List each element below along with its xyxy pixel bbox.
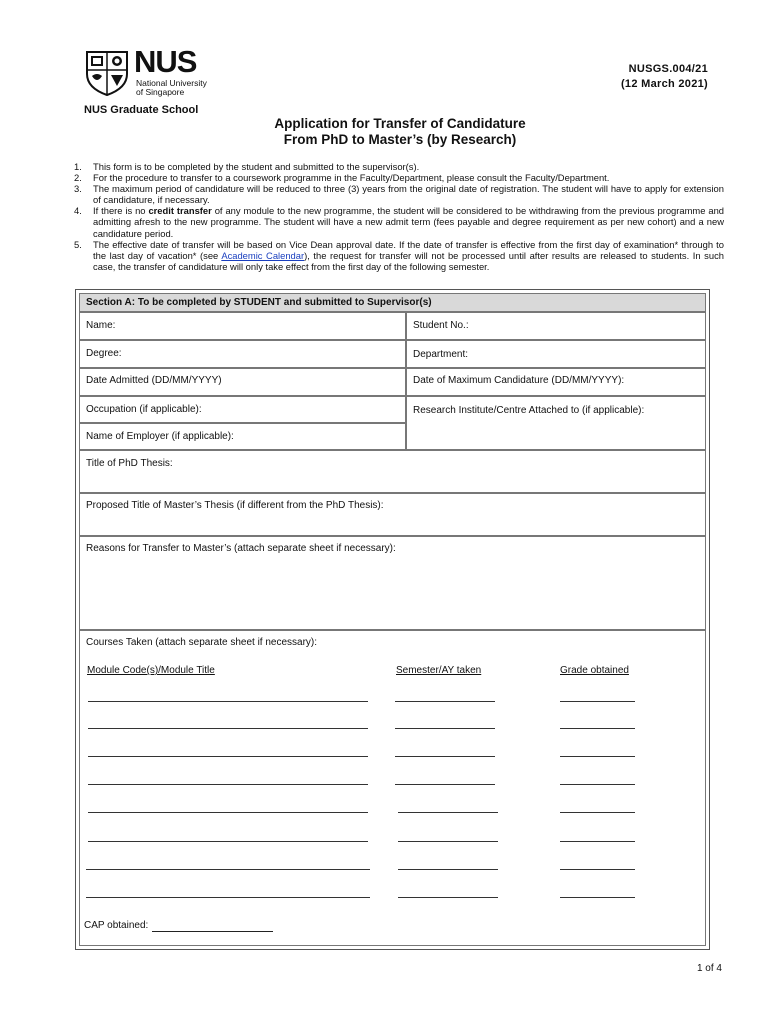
logo-subtitle: National University of Singapore	[136, 78, 207, 97]
module-line[interactable]	[88, 756, 368, 757]
page-number: 1 of 4	[696, 963, 722, 974]
instruction-item: 3. The maximum period of candidature will be reduced to three (3) years from the original date of registration. The student will have to apply for extension of candidature, if necessary.	[74, 183, 724, 206]
semester-line[interactable]	[395, 728, 495, 729]
employer-field[interactable]: Name of Employer (if applicable):	[79, 423, 406, 450]
grade-line[interactable]	[560, 897, 635, 898]
semester-line[interactable]	[395, 701, 495, 702]
doc-date: (12 March 2021)	[620, 78, 708, 90]
module-line[interactable]	[88, 701, 368, 702]
grade-line[interactable]	[560, 701, 635, 702]
semester-line[interactable]	[398, 897, 498, 898]
student-no-field[interactable]: Student No.:	[406, 312, 706, 340]
semester-line[interactable]	[395, 784, 495, 785]
semester-line[interactable]	[398, 869, 498, 870]
phd-thesis-title-field[interactable]: Title of PhD Thesis:	[79, 450, 706, 493]
grade-line[interactable]	[560, 841, 635, 842]
occupation-field[interactable]: Occupation (if applicable):	[79, 396, 406, 423]
module-line[interactable]	[88, 812, 368, 813]
instruction-item: 5. The effective date of transfer will be based on Vice Dean approval date. If the date of transfer is effective from the first day of examination* through to the last day of vacation* (see Academic Calendar), the request for transfer will not be processed until after results are released to students. In such case, the transfer of candidature will only take effect from the first day of the following semester.	[74, 238, 724, 272]
name-field[interactable]: Name:	[79, 312, 406, 340]
date-admitted-field[interactable]: Date Admitted (DD/MM/YYYY)	[79, 368, 406, 396]
module-line[interactable]	[86, 897, 370, 898]
nus-logo	[84, 44, 224, 108]
module-line[interactable]	[88, 841, 368, 842]
section-a-heading: Section A: To be completed by STUDENT and submitted to Supervisor(s)	[79, 293, 706, 312]
grade-line[interactable]	[560, 728, 635, 729]
module-line[interactable]	[88, 784, 368, 785]
academic-calendar-link[interactable]: Academic Calendar	[221, 249, 305, 261]
module-column-header: Module Code(s)/Module Title	[87, 665, 215, 676]
degree-field[interactable]: Degree:	[79, 340, 406, 368]
grade-line[interactable]	[560, 784, 635, 785]
department-field[interactable]: Department:	[406, 340, 706, 368]
module-line[interactable]	[86, 869, 370, 870]
grade-line[interactable]	[560, 869, 635, 870]
graduate-school-name: NUS Graduate School	[84, 104, 199, 116]
document-reference	[621, 62, 708, 92]
cap-label: CAP obtained:	[84, 920, 149, 931]
semester-column-header: Semester/AY taken	[396, 665, 482, 676]
courses-taken-section: Courses Taken (attach separate sheet if necessary):	[79, 630, 706, 946]
semester-line[interactable]	[398, 841, 498, 842]
grade-column-header: Grade obtained	[560, 665, 629, 676]
masters-thesis-title-field[interactable]: Proposed Title of Master’s Thesis (if different from the PhD Thesis):	[79, 493, 706, 536]
grade-line[interactable]	[560, 812, 635, 813]
reasons-for-transfer-field[interactable]: Reasons for Transfer to Master’s (attach separate sheet if necessary):	[79, 536, 706, 630]
logo-wordmark: NUS	[134, 44, 197, 79]
doc-code: NUSGS.004/21	[628, 63, 708, 75]
instruction-item: 4. If there is no credit transfer of any module to the new programme, the student will be considered to be withdrawing from the previous programme and admitting afresh to the new programme. The student will have a new admit term (fees payable and degree requirement as per new cohort) and a new candidature period.	[74, 205, 724, 239]
semester-line[interactable]	[398, 812, 498, 813]
nus-crest-icon	[84, 50, 130, 96]
module-line[interactable]	[88, 728, 368, 729]
date-max-candidature-field[interactable]: Date of Maximum Candidature (DD/MM/YYYY):	[406, 368, 706, 396]
instruction-item: 2. For the procedure to transfer to a coursework programme in the Faculty/Department, please consult the Faculty/Department.	[74, 172, 610, 184]
instructions-list	[74, 161, 724, 272]
grade-line[interactable]	[560, 756, 635, 757]
research-institute-field[interactable]: Research Institute/Centre Attached to (if applicable):	[406, 396, 706, 450]
form-title: Application for Transfer of Candidature From PhD to Master’s (by Research)	[274, 116, 526, 147]
cap-input-line[interactable]	[152, 931, 273, 932]
semester-line[interactable]	[395, 756, 495, 757]
instruction-item: 1. This form is to be completed by the student and submitted to the supervisor(s).	[74, 161, 420, 172]
